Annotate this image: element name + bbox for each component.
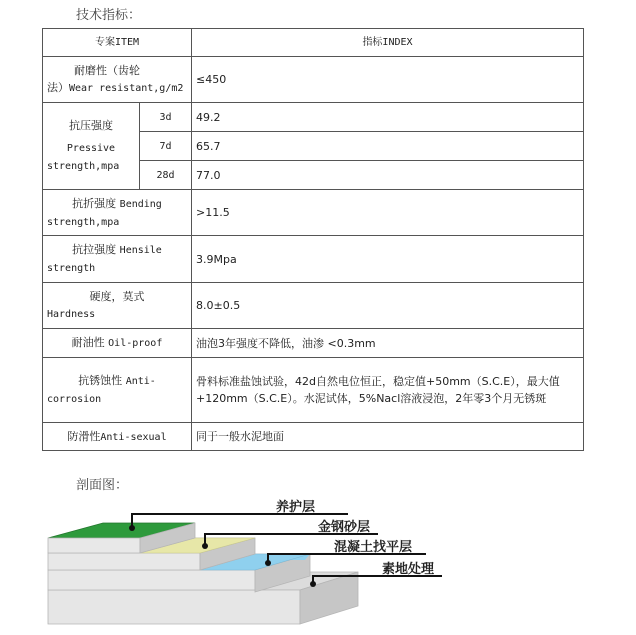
leader-dot — [265, 560, 271, 566]
row-wear-value: ≤450 — [192, 57, 584, 103]
row-slip-value: 同于一般水泥地面 — [192, 423, 584, 451]
row-hardness-value: 8.0±0.5 — [192, 283, 584, 329]
row-wear-label: 耐磨性（齿轮 法）Wear resistant,g/m2 — [43, 57, 192, 103]
label-base-treatment: 素地处理 — [382, 562, 435, 577]
header-index: 指标INDEX — [192, 29, 584, 57]
table-row — [43, 358, 584, 423]
row-compress-value: 65.7 — [192, 132, 584, 161]
table-row — [43, 423, 584, 451]
label-concrete-layer: 混凝土找平层 — [334, 540, 413, 555]
row-compress-value: 77.0 — [192, 161, 584, 190]
row-compress-age: 3d — [140, 103, 192, 132]
header-item: 专案ITEM — [43, 29, 192, 57]
table-row — [43, 57, 584, 103]
table-row — [43, 283, 584, 329]
section-heading: 剖面图： — [76, 478, 129, 493]
row-compress-value: 49.2 — [192, 103, 584, 132]
table-row — [43, 103, 584, 132]
row-rust-label: 抗锈蚀性 Anti- corrosion — [43, 358, 192, 423]
row-compress-label: 抗压强度 Pressive strength,mpa — [43, 103, 140, 190]
label-emery-layer: 金钢砂层 — [318, 520, 371, 535]
row-compress-age: 7d — [140, 132, 192, 161]
row-bend-value: >11.5 — [192, 190, 584, 236]
table-row — [43, 190, 584, 236]
table-row — [43, 236, 584, 283]
row-oil-label: 耐油性 Oil-proof — [43, 329, 192, 358]
leader-dot — [310, 581, 316, 587]
row-compress-age: 28d — [140, 161, 192, 190]
row-slip-label: 防滑性Anti-sexual — [43, 423, 192, 451]
spec-heading: 技术指标： — [76, 8, 142, 23]
section-diagram — [0, 490, 636, 635]
label-curing-layer: 养护层 — [276, 500, 316, 515]
row-oil-value: 油泡3年强度不降低，油渗 <0.3mm — [192, 329, 584, 358]
row-bend-label: 抗折强度 Bending strength,mpa — [43, 190, 192, 236]
row-tensile-value: 3.9Mpa — [192, 236, 584, 283]
row-tensile-label: 抗拉强度 Hensile strength — [43, 236, 192, 283]
leader-dot — [129, 525, 135, 531]
table-header-row — [43, 29, 584, 57]
table-row — [43, 329, 584, 358]
spec-table — [42, 28, 584, 451]
leader-dot — [202, 543, 208, 549]
row-rust-value: 骨料标准盐蚀试验，42d自然电位恒正，稳定值+50mm（S.C.E），最大值+120mm（S.C.E）。水泥试体，5%Nacl溶液浸泡，2年零3个月无锈斑 — [192, 358, 584, 423]
row-hardness-label: 硬度，莫式 Hardness — [43, 283, 192, 329]
